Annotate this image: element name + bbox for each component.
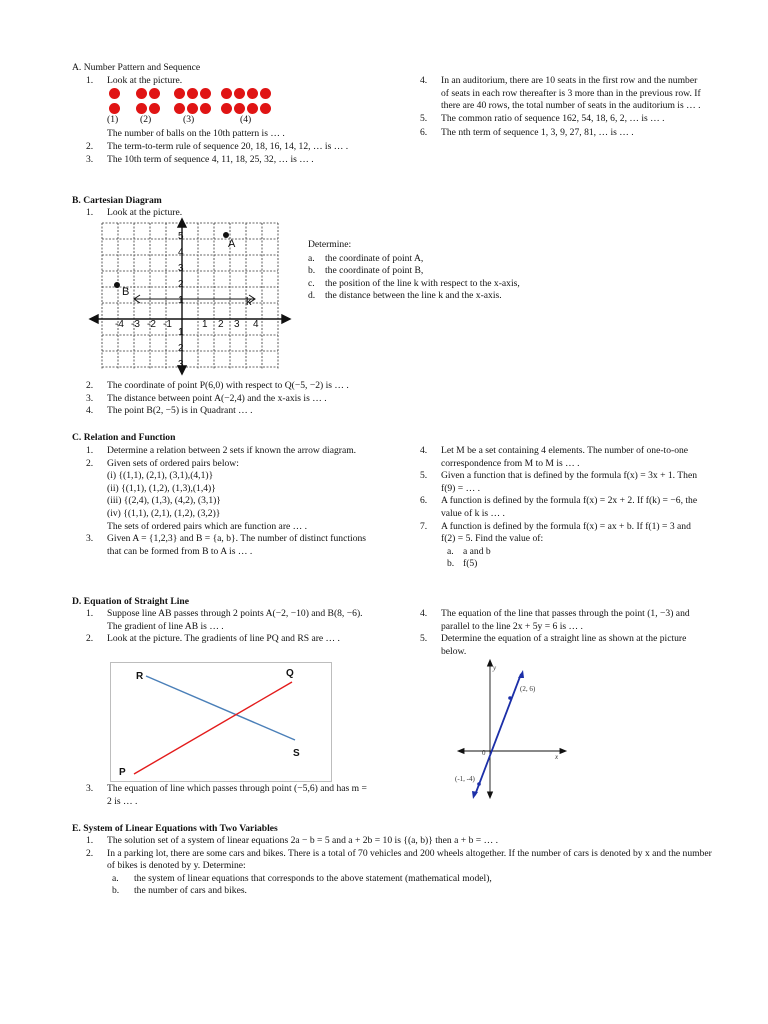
question-text: Determine the equation of a straight line as shown at the picture below. [441,633,687,657]
question-c3 [72,533,372,558]
section-e-heading: E. System of Linear Equations with Two Variables [72,823,278,834]
sub-letter: b. [308,265,316,277]
question-number: 1. [86,835,94,846]
x-tick-neg1: -1 [163,319,172,330]
question-c7 [406,521,706,546]
determine-a [308,253,638,266]
question-text: Suppose line AB passes through 2 points A(−2, −10) and B(8, −6). The gradient of line AB is … . [107,608,363,632]
sub-letter: a. [308,252,315,264]
section-b-item1 [72,207,372,220]
point-b-label: B [122,286,130,298]
line-through-points-figure [455,660,568,800]
pattern-label-3: (3) [183,114,195,125]
question-a5 [406,113,706,126]
question-c5 [406,470,706,495]
question-text: The equation of line which passes through point (−5,6) and has m = 2 is … . [107,783,367,807]
label-p: P [119,767,126,778]
determine-b [308,265,638,278]
fig2-line [475,674,521,795]
ball [187,88,198,99]
question-number: 6. [420,127,428,139]
question-e2 [72,848,712,873]
question-number: 1. [86,207,94,218]
question-text: The nth term of sequence 1, 3, 9, 27, 81, … is … . [441,127,634,139]
section-d-item3 [72,783,372,808]
question-e2b [72,885,712,898]
y-tick-neg3: 3 [178,359,184,370]
question-d4 [406,608,706,633]
question-text: A function is defined by the formula f(x) = ax + b. If f(1) = 3 and f(2) = 5. Find the value of: [441,520,691,545]
x-tick-4: 4 [253,319,259,330]
question-number: 2. [86,633,94,645]
question-number: 5. [420,633,428,645]
question-c2 [72,458,372,471]
cartesian-grid-figure [90,219,290,374]
question-text: The equation of the line that passes through the point (1, −3) and parallel to the line 2x + 5y = 6 is … . [441,608,690,632]
question-c4 [406,445,706,470]
pattern-label-4: (4) [240,114,252,125]
question-text: Look at the picture. The gradients of line PQ and RS are … . [107,633,340,645]
sub-letter: c. [308,277,315,289]
ball [247,103,258,114]
question-text: The coordinate of point P(6,0) with respect to Q(−5, −2) is … . [107,380,349,391]
question-number: 1. [86,445,94,456]
ball [109,88,120,99]
ball-pattern-3 [173,88,215,115]
section-c-left [72,445,372,558]
ball [260,103,271,114]
question-number: 1. [86,75,94,86]
x-tick-neg2: -2 [147,319,156,330]
question-d3 [72,783,372,808]
ball [174,88,185,99]
question-c7b [406,558,706,571]
question-d1 [72,608,372,633]
question-number: 5. [420,470,428,482]
question-text: Given A = {1,2,3} and B = {a, b}. The number of distinct functions that can be formed from B to A is … . [107,533,367,557]
question-text: The term-to-term rule of sequence 20, 18, 16, 14, 12, … is … . [107,140,349,152]
ball-pattern-1 [108,88,122,115]
ball [136,88,147,99]
question-number: 4. [420,608,428,619]
y-tick-labels [178,231,184,370]
ball [200,103,211,114]
question-number: 2. [86,140,94,152]
sub-text: the coordinate of point A, [325,252,424,264]
y-tick-neg2: 2 [178,343,184,354]
pair-set-iii: (iii) {(2,4), (1,3), (4,2), (3,1)} [107,495,221,507]
fig2-label-y: y [493,664,497,672]
ball [200,88,211,99]
question-text: Look at the picture. [107,75,183,86]
question-b3 [72,393,402,406]
question-text: The distance between point A(−2,4) and the x-axis is … . [107,392,327,404]
section-e-body [72,835,712,898]
question-text: Given sets of ordered pairs below: [107,457,239,469]
line-k-label: k [246,296,252,308]
question-number: 5. [420,112,428,124]
pattern-label-1: (1) [107,114,119,125]
x-tick-neg4: -4 [115,319,124,330]
question-text: Determine a relation between 2 sets if known the arrow diagram. [107,445,357,456]
y-tick-5: 5 [178,231,184,242]
section-b-rest [72,380,402,418]
question-number: 4. [420,75,428,86]
question-text: The point B(2, −5) is in Quadrant … . [107,405,253,417]
question-number: 2. [86,380,94,391]
fig2-point-1 [508,696,512,700]
ball [247,88,258,99]
y-tick-2: 2 [178,279,184,290]
question-c1 [72,445,372,458]
sub-letter: a. [112,872,119,884]
section-a-heading: A. Number Pattern and Sequence [72,62,201,73]
question-number: 3. [86,533,94,545]
question-text: The 10th term of sequence 4, 11, 18, 25, 32, … is … . [107,154,314,166]
section-a-left [72,75,372,88]
pairs-question: The sets of ordered pairs which are function are … . [107,520,308,532]
pair-set-ii: (ii) {(1,1), (1,2), (1,3),(1,4)} [107,482,216,494]
section-d-left [72,608,372,646]
sub-text: f(5) [463,558,478,570]
fig2-point-2 [477,782,481,786]
y-tick-4: 4 [178,247,184,258]
question-number: 1. [86,608,94,619]
section-c-right [406,445,706,571]
ball [136,103,147,114]
sub-text: the position of the line k with respect to the x-axis, [325,277,520,289]
question-text: Look at the picture. [107,207,183,218]
ball [234,88,245,99]
question-b2 [72,380,402,393]
question-text: The solution set of a system of linear equations 2a − b = 5 and a + 2b = 10 is {(a, b)} then a + b = … . [107,835,498,846]
question-c6 [406,495,706,520]
section-d-heading: D. Equation of Straight Line [72,596,190,607]
y-tick-3: 3 [178,263,184,274]
question-a4 [406,75,706,113]
section-b-heading: B. Cartesian Diagram [72,195,162,206]
x-tick-neg3: -3 [131,319,140,330]
pair-set-i: (i) {(1,1), (2,1), (3,1),(4,1)} [107,470,214,482]
y-tick-neg1: 1 [178,327,184,338]
determine-d [308,290,638,303]
ball-pattern-4 [220,88,276,115]
question-e1 [72,835,712,848]
ball [149,88,160,99]
question-d5 [406,633,706,658]
question-c7a [406,546,706,559]
fig2-label-pt2: (-1, -4) [455,775,475,783]
y-tick-1: 1 [178,295,184,306]
determine-c [308,278,638,291]
question-text: The common ratio of sequence 162, 54, 18, 6, 2, … is … . [441,112,665,124]
x-tick-3: 3 [234,319,240,330]
question-number: 4. [420,445,428,456]
question-text: The number of balls on the 10th pattern is … . [107,128,285,139]
sub-text: the system of linear equations that corresponds to the above statement (mathematical model), [134,872,492,884]
question-b1 [72,207,372,220]
section-c-heading: C. Relation and Function [72,432,176,443]
question-text: A function is defined by the formula f(x) = 2x + 2. If f(k) = −6, the value of k is … . [441,495,698,519]
ordered-pairs-list [72,470,372,533]
label-q: Q [286,668,294,679]
question-text: Let M be a set containing 4 elements. The number of one-to-one correspondence from M to M is … . [441,445,689,469]
ball [221,103,232,114]
fig2-arrow-bottom [472,791,478,799]
ball [174,103,185,114]
section-a-right [406,75,706,140]
fig2-label-origin: 0 [482,749,486,757]
sub-text: the coordinate of point B, [325,265,424,277]
line-k [134,295,255,303]
ball [234,103,245,114]
question-number: 3. [86,392,94,404]
pattern-label-2: (2) [140,114,152,125]
question-number: 2. [86,847,94,859]
question-d2 [72,633,372,646]
question-text: In an auditorium, there are 10 seats in the first row and the number of seats in each row thereafter is 3 more than in the previous row. If there are 40 rows, the total number of seats in the auditorium is … . [441,75,701,112]
section-d-right [406,608,706,658]
question-number: 3. [86,783,94,794]
sub-letter: b. [112,885,120,897]
question-number: 6. [420,495,428,507]
ball [149,103,160,114]
section-b-determine [308,239,638,303]
point-b-marker [114,282,120,288]
question-number: 7. [420,520,428,532]
section-a-left-rest [72,128,372,167]
question-a2 [72,141,372,154]
balls-question [72,128,372,141]
fig2-label-pt1: (2, 6) [520,685,536,693]
label-r: R [136,671,144,682]
x-tick-labels [115,319,259,330]
ball [109,103,120,114]
sub-text: the distance between the line k and the x-axis. [325,290,502,302]
question-number: 3. [86,154,94,166]
question-a3 [72,154,372,167]
ball [187,103,198,114]
sub-letter: b. [447,558,455,570]
question-e2a [72,873,712,886]
determine-label: Determine: [308,239,352,250]
question-a1 [72,75,372,88]
question-text: Given a function that is defined by the formula f(x) = 3x + 1. Then f(9) = … . [441,470,698,494]
question-text: In a parking lot, there are some cars and bikes. There is a total of 70 vehicles and 200 wheels altogether. If the number of cars is denoted by x and the number of bikes is denoted by y. Determine: [107,847,712,872]
question-number: 4. [86,405,94,417]
sub-letter: a. [447,545,454,557]
ball-pattern-2 [135,88,163,115]
fig2-label-x: x [555,753,559,761]
question-b4 [72,405,402,418]
point-a-label: A [228,238,236,250]
question-a6 [406,127,706,140]
pair-set-iv: (iv) {(1,1), (2,1), (1,2), (3,2)} [107,507,221,519]
sub-letter: d. [308,290,316,302]
x-tick-2: 2 [218,319,224,330]
pq-rs-lines-figure [110,662,332,782]
fig2-arrow-top [518,670,524,678]
x-tick-1: 1 [202,319,208,330]
question-number: 2. [86,457,94,469]
sub-text: the number of cars and bikes. [134,885,247,897]
ball [221,88,232,99]
label-s: S [293,748,300,759]
sub-text: a and b [463,545,491,557]
ball [260,88,271,99]
